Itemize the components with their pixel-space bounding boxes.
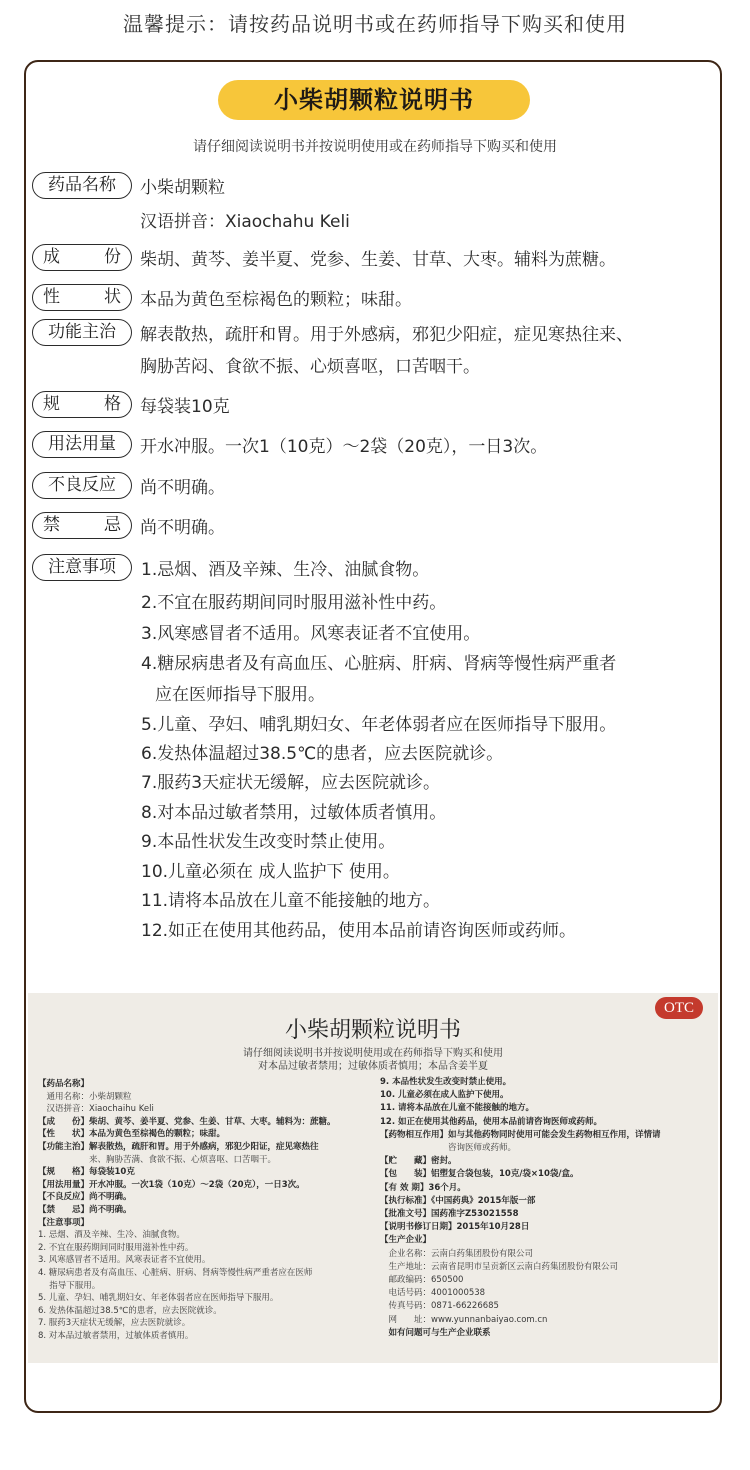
scan-left-line: 5. 儿童、孕妇、哺乳期妇女、年老体弱者应在医师指导下服用。 bbox=[38, 1293, 279, 1304]
leaflet-subtitle: 请仔细阅读说明书并按说明使用或在药师指导下购买和使用 bbox=[193, 139, 557, 155]
scan-right-line: 【说明书修订日期】2015年10月28日 bbox=[380, 1222, 530, 1233]
precaution-item: 9.本品性状发生改变时禁止使用。 bbox=[141, 832, 396, 852]
scan-left-line: 来、胸胁苦满、食欲不振、心烦喜呕、口苦咽干。 bbox=[38, 1154, 277, 1165]
precaution-item: 3.风寒感冒者不适用。风寒表证者不宜使用。 bbox=[141, 624, 481, 644]
scan-right-line: 【有 效 期】36个月。 bbox=[380, 1182, 466, 1193]
precaution-item-continued: 应在医师指导下服用。 bbox=[155, 685, 325, 705]
scan-left-line: 【药品名称】 bbox=[38, 1079, 90, 1089]
scan-right-line: 【药物相互作用】如与其他药物同时使用可能会发生药物相互作用，详情请 bbox=[380, 1129, 661, 1140]
scan-right-line: 如有问题可与生产企业联系 bbox=[380, 1327, 491, 1338]
label-indications: 功能主治 bbox=[32, 319, 132, 346]
scan-left-line: 3. 风寒感冒者不适用。风寒表证者不宜使用。 bbox=[38, 1255, 211, 1266]
label-usage: 用法用量 bbox=[32, 431, 132, 458]
scan-right-line: 电话号码：4001000538 bbox=[380, 1288, 486, 1299]
scan-right-line: 【贮 藏】密封。 bbox=[380, 1156, 457, 1167]
precaution-item: 6.发热体温超过38.5℃的患者，应去医院就诊。 bbox=[141, 744, 504, 764]
contraindications-value: 尚不明确。 bbox=[140, 518, 225, 538]
leaflet-title-banner: 小柴胡颗粒说明书 bbox=[218, 80, 530, 120]
label-precautions: 注意事项 bbox=[32, 554, 132, 581]
label-contraindications: 禁 忌 bbox=[32, 512, 132, 539]
usage-value: 开水冲服。一次1（10克）～2袋（20克），一日3次。 bbox=[140, 437, 548, 457]
precaution-item: 8.对本品过敏者禁用，过敏体质者慎用。 bbox=[141, 803, 447, 823]
precaution-item: 5.儿童、孕妇、哺乳期妇女、年老体弱者应在医师指导下服用。 bbox=[141, 715, 617, 735]
precaution-item: 10.儿童必须在 成人监护下 使用。 bbox=[141, 862, 400, 882]
scan-left-line: 【功能主治】解表散热，疏肝和胃。用于外感病，邪犯少阳证，症见寒热往 bbox=[38, 1142, 319, 1152]
scan-right-line: 11. 请将本品放在儿童不能接触的地方。 bbox=[380, 1103, 535, 1114]
scan-right-line: 【执行标准】《中国药典》2015年版一部 bbox=[380, 1195, 536, 1206]
label-spec: 规 格 bbox=[32, 391, 132, 418]
scan-left-line: 6. 发热体温超过38.5℃的患者，应去医院就诊。 bbox=[38, 1305, 222, 1316]
precaution-item: 12.如正在使用其他药品，使用本品前请咨询医师或药师。 bbox=[141, 921, 577, 941]
precaution-item: 2.不宜在服药期间同时服用滋补性中药。 bbox=[141, 593, 447, 613]
otc-badge: OTC bbox=[655, 997, 703, 1019]
label-drug-name: 药品名称 bbox=[32, 172, 132, 199]
scan-left-line: 通用名称：小柴胡颗粒 bbox=[38, 1091, 132, 1102]
scan-right-line: 生产地址：云南省昆明市呈贡新区云南白药集团股份有限公司 bbox=[380, 1261, 619, 1272]
drug-name-value: 小柴胡颗粒 bbox=[140, 178, 225, 198]
spec-value: 每袋装10克 bbox=[140, 397, 230, 417]
scan-right-line: 【批准文号】国药准字Z53021558 bbox=[380, 1209, 519, 1219]
scan-left-line: 4. 糖尿病患者及有高血压、心脏病、肝病、肾病等慢性病严重者应在医师 bbox=[38, 1268, 313, 1278]
scan-warning: 对本品过敏者禁用；过敏体质者慎用；本品含姜半夏 bbox=[258, 1061, 488, 1072]
scan-right-line: 传真号码：0871-66226685 bbox=[380, 1301, 499, 1312]
precaution-item: 1.忌烟、酒及辛辣、生冷、油腻食物。 bbox=[141, 560, 430, 580]
scan-right-line: 【生产企业】 bbox=[380, 1235, 432, 1246]
scan-right-line: 邮政编码：650500 bbox=[380, 1275, 464, 1285]
scan-right-line: 10. 儿童必须在成人监护下使用。 bbox=[380, 1090, 509, 1101]
scan-right-line: 12. 如正在使用其他药品，使用本品前请咨询医师或药师。 bbox=[380, 1116, 603, 1127]
label-character: 性 状 bbox=[32, 284, 132, 311]
ingredients-value: 柴胡、黄芩、姜半夏、党参、生姜、甘草、大枣。辅料为蔗糖。 bbox=[140, 250, 616, 270]
scan-left-line: 【禁 忌】尚不明确。 bbox=[38, 1205, 132, 1215]
indications-line2: 胸胁苦闷、食欲不振、心烦喜呕，口苦咽干。 bbox=[140, 357, 480, 377]
scan-left-line: 汉语拼音：Xiaochaihu Keli bbox=[38, 1104, 154, 1115]
drug-pinyin: 汉语拼音：Xiaochahu Keli bbox=[140, 212, 350, 232]
adverse-value: 尚不明确。 bbox=[140, 478, 225, 498]
label-ingredients: 成 份 bbox=[32, 244, 132, 271]
precaution-item: 4.糖尿病患者及有高血压、心脏病、肝病、肾病等慢性病严重者 bbox=[141, 654, 617, 674]
scan-right-line: 网 址：www.yunnanbaiyao.com.cn bbox=[380, 1314, 548, 1325]
label-adverse: 不良反应 bbox=[32, 472, 132, 499]
scan-left-line: 1. 忌烟、酒及辛辣、生冷、油腻食物。 bbox=[38, 1230, 185, 1241]
scan-left-line: 7. 服药3天症状无缓解，应去医院就诊。 bbox=[38, 1318, 191, 1329]
scan-left-line: 【成 份】柴胡、黄芩、姜半夏、党参、生姜、甘草、大枣。辅料为：蔗糖。 bbox=[38, 1116, 336, 1127]
precaution-item: 7.服药3天症状无缓解，应去医院就诊。 bbox=[141, 773, 441, 793]
scan-right-line: 咨询医师或药师。 bbox=[380, 1143, 517, 1153]
precaution-item: 11.请将本品放在儿童不能接触的地方。 bbox=[141, 891, 441, 911]
scan-left-line: 【不良反应】尚不明确。 bbox=[38, 1192, 132, 1203]
scan-left-line: 【注意事项】 bbox=[38, 1217, 90, 1228]
scan-left-line: 2. 不宜在服药期间同时服用滋补性中药。 bbox=[38, 1242, 194, 1253]
leaflet-scan-image bbox=[28, 993, 718, 1363]
scan-left-line: 【性 状】本品为黄色至棕褐色的颗粒；味甜。 bbox=[38, 1129, 226, 1140]
scan-left-line: 【规 格】每袋装10克 bbox=[38, 1167, 135, 1178]
scan-right-line: 【包 装】铝塑复合袋包装，10克/袋×10袋/盒。 bbox=[380, 1169, 579, 1180]
scan-subtitle: 请仔细阅读说明书并按说明使用或在药师指导下购买和使用 bbox=[243, 1048, 503, 1059]
indications-line1: 解表散热，疏肝和胃。用于外感病，邪犯少阳症，症见寒热往来、 bbox=[140, 325, 633, 345]
warm-tip: 温馨提示：请按药品说明书或在药师指导下购买和使用 bbox=[123, 12, 627, 36]
scan-right-line: 企业名称：云南白药集团股份有限公司 bbox=[380, 1248, 534, 1259]
scan-title: 小柴胡颗粒说明书 bbox=[284, 1018, 461, 1043]
scan-left-line: 8. 对本品过敏者禁用，过敏体质者慎用。 bbox=[38, 1331, 194, 1341]
scan-left-line: 【用法用量】开水冲服。一次1袋（10克）～2袋（20克），一日3次。 bbox=[38, 1179, 305, 1190]
scan-left-line: 指导下服用。 bbox=[38, 1280, 101, 1291]
character-value: 本品为黄色至棕褐色的颗粒；味甜。 bbox=[140, 290, 412, 310]
scan-right-line: 9. 本品性状发生改变时禁止使用。 bbox=[380, 1077, 512, 1087]
